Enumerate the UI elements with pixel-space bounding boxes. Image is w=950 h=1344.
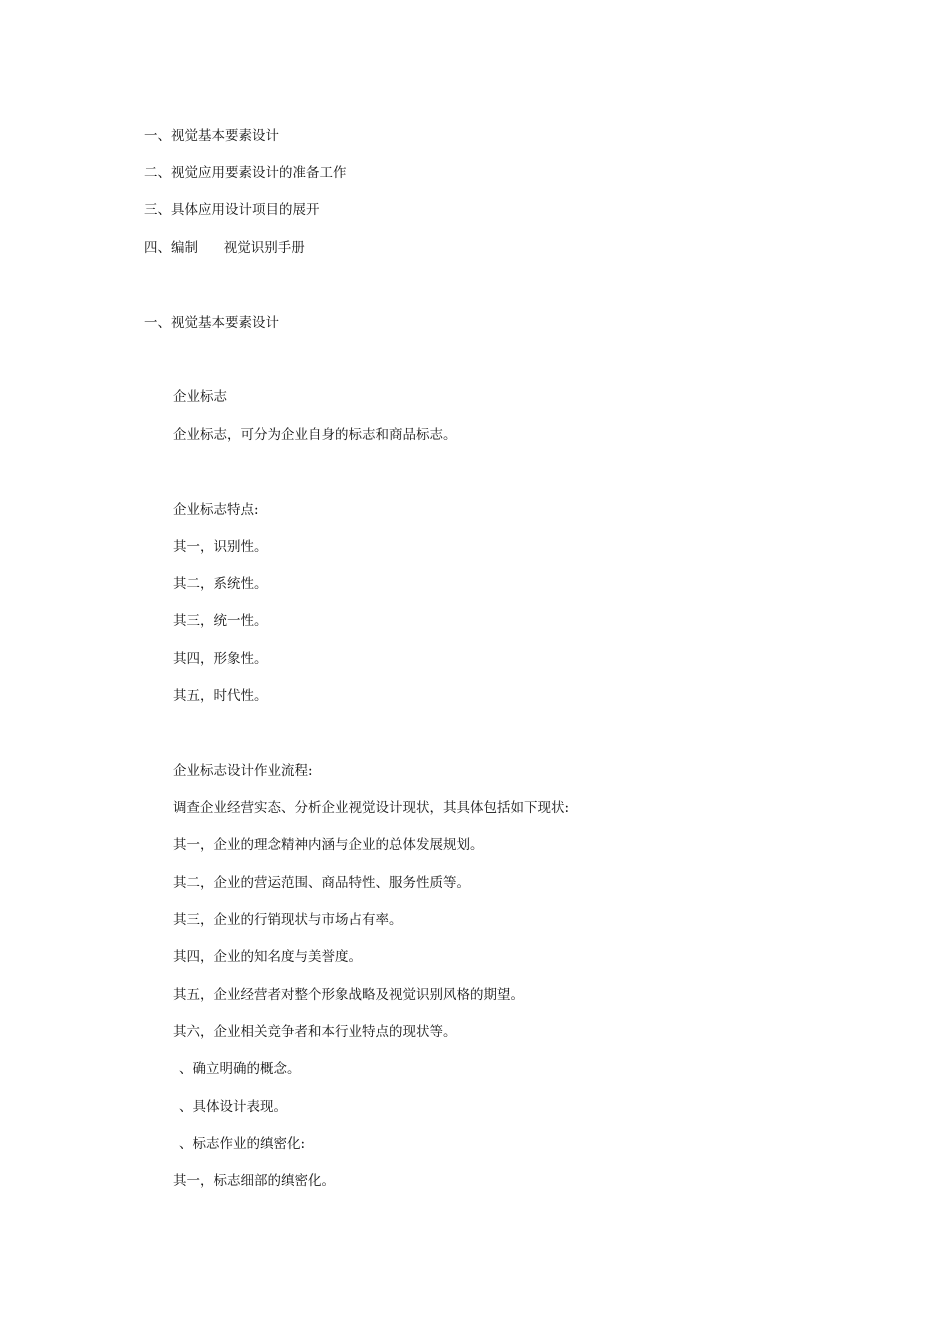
toc-item: 三、具体应用设计项目的展开 bbox=[144, 202, 320, 218]
list-item: 其六，企业相关竞争者和本行业特点的现状等。 bbox=[173, 1024, 457, 1040]
list-item: 其五，时代性。 bbox=[173, 688, 268, 704]
subheading-process: 企业标志设计作业流程: bbox=[173, 763, 313, 779]
paragraph: 调查企业经营实态、分析企业视觉设计现状，其具体包括如下现状: bbox=[173, 800, 570, 816]
list-item: 其四，形象性。 bbox=[173, 651, 268, 667]
section-heading: 一、视觉基本要素设计 bbox=[144, 315, 279, 331]
step-item: 、具体设计表现。 bbox=[179, 1099, 287, 1115]
list-item: 其三，统一性。 bbox=[173, 613, 268, 629]
toc-item: 二、视觉应用要素设计的准备工作 bbox=[144, 165, 347, 181]
step-item: 、确立明确的概念。 bbox=[179, 1061, 301, 1077]
list-item: 其一，标志细部的缜密化。 bbox=[173, 1173, 335, 1189]
subheading-features: 企业标志特点: bbox=[173, 502, 259, 518]
subheading-logo: 企业标志 bbox=[173, 389, 227, 405]
list-item: 其二，企业的营运范围、商品特性、服务性质等。 bbox=[173, 875, 470, 891]
list-item: 其一，识别性。 bbox=[173, 539, 268, 555]
paragraph: 企业标志，可分为企业自身的标志和商品标志。 bbox=[173, 427, 457, 443]
toc-item: 四、编制 视觉识别手册 bbox=[144, 240, 305, 256]
list-item: 其一，企业的理念精神内涵与企业的总体发展规划。 bbox=[173, 837, 484, 853]
toc-item: 一、视觉基本要素设计 bbox=[144, 128, 279, 144]
list-item: 其二，系统性。 bbox=[173, 576, 268, 592]
step-item: 、标志作业的缜密化: bbox=[179, 1136, 306, 1152]
list-item: 其四，企业的知名度与美誉度。 bbox=[173, 949, 362, 965]
list-item: 其三，企业的行销现状与市场占有率。 bbox=[173, 912, 403, 928]
list-item: 其五，企业经营者对整个形象战略及视觉识别风格的期望。 bbox=[173, 987, 524, 1003]
